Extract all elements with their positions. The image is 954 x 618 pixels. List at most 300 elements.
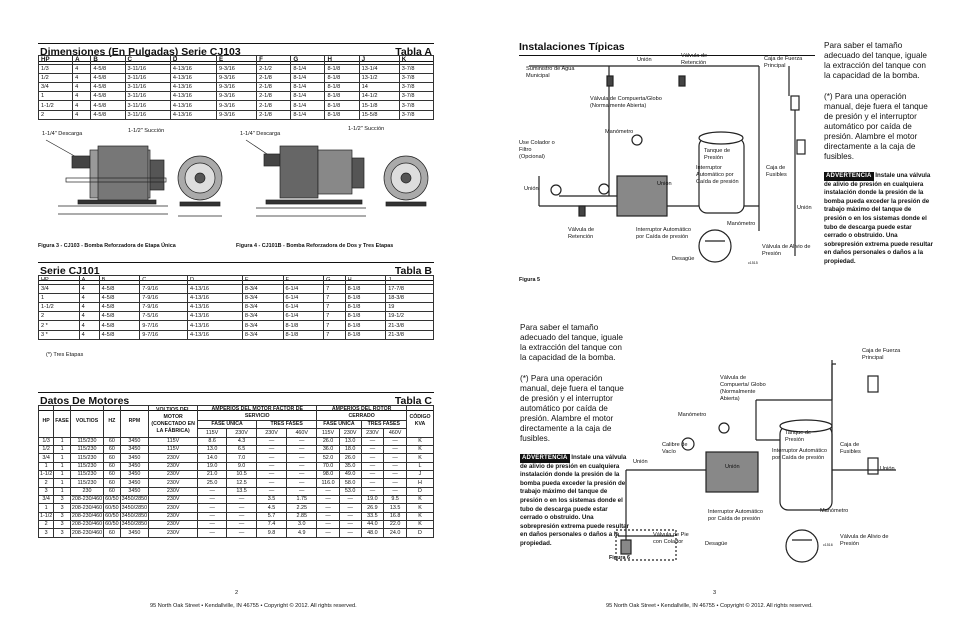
table-cell: 9-3/16 [217,74,257,83]
table-cell: — [361,454,384,462]
table-cell: 49.0 [339,471,361,479]
table-cell: 7 [324,294,345,303]
codigo-header: CÓDIGO KVA [407,406,434,438]
tres-fases-header: TRES FASES [361,421,406,429]
volt-header: 230V [339,429,361,437]
table-cell: 3450 [120,437,148,445]
table-cell: 8-1/4 [291,74,325,83]
table-cell: — [287,462,317,470]
table-cell: 8-1/8 [345,312,386,321]
table-cell: D [407,529,434,537]
table-cell: 53.0 [339,487,361,495]
table-cell: 9-3/16 [217,83,257,92]
table-cell: — [287,446,317,454]
table-cell: 5.7 [256,512,286,520]
table-cell: 14-1/2 [359,92,399,101]
table-cell: 13-1/4 [359,65,399,74]
tabla-a [38,55,434,120]
table-cell: 230V [149,479,198,487]
table-cell: 8-1/4 [291,92,325,101]
table-cell: 3450 [120,487,148,495]
table-cell: 3450 [120,529,148,537]
table-cell: 60 [104,487,121,495]
voltios-motor-header: VOLTIOS DEL MOTOR (CONECTADO EN LA FÁBRICA) [149,406,198,438]
table-row [39,303,434,312]
fig5-union4: Unión [797,205,812,211]
table-cell: K [407,446,434,454]
table-cell: 230V [149,521,198,529]
table-cell: 2.25 [287,504,317,512]
table-cell: 7 [324,312,345,321]
fig5-tanque: Tanque de Presión [704,148,731,161]
table-cell: 115/230 [70,437,103,445]
table-cell: — [227,496,257,504]
table-cell: — [361,437,384,445]
table-cell: K [407,504,434,512]
hz-header: HZ [104,406,121,438]
table-cell: 18-3/8 [386,294,434,303]
column-header: D [188,276,243,285]
table-cell: — [198,512,227,520]
table-cell: 2 [39,479,54,487]
table-cell: 4 [79,321,99,330]
table-cell: 8-1/8 [283,321,324,330]
table-cell: 4-13/16 [188,285,243,294]
table-cell: 2 [39,110,73,119]
table-cell: — [198,521,227,529]
table-cell: 230V [149,454,198,462]
table-cell: 3 * [39,330,80,339]
table-cell: 3 [39,529,54,537]
table-cell: 3-11/16 [125,92,170,101]
table-cell: — [384,462,407,470]
table-cell: 230V [149,471,198,479]
table-cell: 6-1/4 [283,294,324,303]
table-cell: 3-11/16 [125,74,170,83]
column-header: H [345,276,386,285]
table-cell: 3 [54,512,71,520]
fig4-succion: 1-1/2" Succión [348,126,385,132]
table-cell: 4-5/8 [99,321,140,330]
table-row [39,529,434,537]
table-cell: J [407,471,434,479]
table-cell: 230V [149,496,198,504]
fig6-manometro: Manómetro [678,412,707,418]
volt-header: 230V [227,429,257,437]
table-cell: — [384,454,407,462]
warning-first-1: Instale [875,172,895,179]
table-cell: 8-3/4 [242,285,283,294]
table-cell: 8-1/8 [345,321,386,330]
table-cell: 44.0 [361,521,384,529]
table-cell: 4-13/16 [188,312,243,321]
table-cell: 4 [73,101,91,110]
table-cell: — [361,487,384,495]
table-header-row [39,406,434,421]
table-cell: — [227,529,257,537]
table-cell: — [227,504,257,512]
table-cell: 9-7/16 [140,330,188,339]
table-cell: — [317,521,339,529]
volt-header: 230V [256,429,286,437]
table-row [39,479,434,487]
table-cell: 58.0 [339,479,361,487]
table-cell: 60 [104,446,121,454]
fig4-descarga: 1-1/4" Descarga [240,131,281,137]
table-cell: — [256,471,286,479]
table-cell: 1 [54,462,71,470]
fig3-caption: Figura 3 - CJ103 - Bomba Reforzadora de Etapa Única [38,243,176,249]
table-cell: 19-1/2 [386,312,434,321]
table-cell: 4 [73,83,91,92]
fig5-caption: Figura 5 [519,277,540,283]
table-cell: — [384,479,407,487]
table-cell: 2 [39,312,80,321]
table-cell: 3450/2850 [121,521,148,528]
table-cell: — [256,487,286,495]
table-cell: 4 [73,92,91,101]
table-cell: 4-5/8 [99,294,140,303]
warning-first-2: Instale [571,454,591,461]
table-cell: 1 [39,294,80,303]
table-cell: 26.9 [361,504,384,512]
table-cell: — [339,504,361,512]
table-cell: 18.0 [339,446,361,454]
fig5-manometro2: Manómetro [727,221,756,227]
tres-fases-header: TRES FASES [256,421,316,429]
page-number-right: 3 [713,590,717,596]
table-cell: 8-3/4 [242,330,283,339]
table-cell: — [361,462,384,470]
table-cell: 3.0 [287,521,317,529]
fig6-caption: Figura 6 [609,555,630,561]
table-cell: 230 [70,487,103,495]
table-cell: 7.0 [227,454,257,462]
table-cell: 13.5 [384,504,407,512]
table-cell: 2-1/8 [257,83,291,92]
table-cell: 60 [104,437,121,445]
table-cell: 15-5/8 [359,110,399,119]
table-cell: 8-1/4 [291,83,325,92]
tabla-a-title: Dimensiones (En Pulgadas) Serie CJ103 [40,46,241,58]
table-cell: 3-7/8 [399,65,433,74]
column-header: C [125,56,170,65]
table-cell: 1 [39,92,73,101]
table-cell: 13.0 [339,437,361,445]
table-cell: 12.5 [227,479,257,487]
fig6-interruptor: Interruptor Automático por Caída de presión [772,448,828,461]
table-cell: 22.0 [384,521,407,529]
table-cell: 8-1/4 [291,110,325,119]
fase-unica-header: FASE ÚNICA [317,421,361,429]
table-cell: 4-13/16 [188,303,243,312]
column-header: HP [39,56,73,65]
para-manual-1: (*) Para una operación manual, deje fuera el tanque de presión y el interruptor automático por caída de presión. Alambre el motor directamente a la caja de fusibles. [824,92,928,161]
table-cell: 3450/2850 [121,504,148,511]
table-cell: 3-7/8 [399,83,433,92]
table-cell: 7-9/16 [140,285,188,294]
table-cell: 13.5 [227,487,257,495]
table-cell: 3450 [120,479,148,487]
fig5-valv-alivio: Válvula de Alivio de Presión [762,244,811,257]
table-row [39,83,434,92]
table-cell: 13.0 [198,446,227,454]
fig6-manometro2: Manómetro [820,508,849,514]
table-cell: 6-1/4 [283,285,324,294]
table-cell: 3450 [120,454,148,462]
table-cell: 8-1/8 [345,294,386,303]
table-cell: — [317,487,339,495]
table-cell: L [407,462,434,470]
table-cell: K [407,521,434,529]
table-cell: 115/230 [70,471,103,479]
table-cell: — [287,437,317,445]
table-cell: 52.0 [317,454,339,462]
table-cell: 230V [149,529,198,537]
table-cell: — [384,446,407,454]
table-cell: 2-1/2 [257,65,291,74]
volt-header: 115V [317,429,339,437]
table-cell: 2 * [39,321,80,330]
fig6-union2: Unión [725,464,740,470]
para-tank-size-1: Para saber el tamaño adecuado del tanque, iguale la extracción del tanque con la capacidad de la bomba. [824,41,927,80]
table-cell: — [339,521,361,529]
table-cell: — [256,454,286,462]
table-cell: 60 [104,471,121,479]
table-cell: 4-13/16 [170,74,216,83]
table-cell: — [361,471,384,479]
table-cell: — [384,471,407,479]
warning-text-1: una válvula de alivio de presión en cualquiera instalación donde la presión de la bomba pueda exceder la presión de trabajo máximo del tanque de presión o en los sistemas donde el tubo de descarga puede estar cerrado o obstruido. Una sobrepresión extrema puede resultar en daños personales o daños a la propiedad. [824,172,934,265]
table-cell: 3-11/16 [125,110,170,119]
table-cell: 4-13/16 [188,330,243,339]
fig5-caja-fuerza: Caja de Fuerza Principal [764,56,803,69]
table-cell: H [407,479,434,487]
volt-header: 460V [287,429,317,437]
fig6-caja-fuerza: Caja de Fuerza Principal [862,348,901,361]
table-cell: 4-5/8 [91,65,125,74]
column-header: G [324,276,345,285]
table-cell: 4 [73,65,91,74]
table-cell: 3-11/16 [125,101,170,110]
fig5-valv-retencion-top: Válvula de Retención [681,53,708,66]
table-cell: 3450/2850 [121,496,148,503]
table-cell: 208-230/460 [71,529,103,536]
table-cell: 3 [39,487,54,495]
table-cell: — [256,446,286,454]
table-cell: 4 [79,303,99,312]
table-cell: — [317,529,339,537]
table-cell: 3-11/16 [125,65,170,74]
table-cell: 1 [54,487,71,495]
table-cell: 8-1/4 [291,101,325,110]
table-cell: 8-1/8 [345,285,386,294]
table-cell: 3-7/8 [399,101,433,110]
table-cell: 115/230 [70,446,103,454]
fig4-caption: Figura 4 - CJ101B - Bomba Reforzadora de Dos y Tres Etapas [236,243,394,249]
column-header: G [291,56,325,65]
tabla-b-note: (*) Tres Etapas [46,352,84,358]
table-cell: 116.0 [317,479,339,487]
table-cell: 1 [54,454,71,462]
table-cell: 10.5 [227,471,257,479]
table-cell: 7 [324,303,345,312]
table-cell: 8-1/8 [325,92,359,101]
table-cell: 3/4 [39,285,80,294]
table-cell: 8-1/4 [291,65,325,74]
column-header: K [399,56,433,65]
table-row [39,312,434,321]
table-cell: 2-1/8 [257,92,291,101]
para-tank-size-2: Para saber el tamaño adecuado del tanque, iguale la extracción del tanque con la capacidad de la bomba. [520,323,623,362]
fig5-code: c1515 [748,261,758,265]
table-cell: 7-5/16 [140,312,188,321]
table-cell: 8-1/8 [345,303,386,312]
table-cell: 4.9 [287,529,317,537]
table-cell: 3450 [120,471,148,479]
fig6-calibre: Calibre de Vacío [662,442,688,455]
table-cell: 4 [79,285,99,294]
fig3-succion: 1-1/2" Succión [128,128,165,134]
fig5-caja-fusibles: Caja de Fusibles [766,165,787,178]
table-cell: 1-1/2 [40,471,53,478]
table-cell: 70.0 [317,462,339,470]
table-cell: K [407,496,434,504]
table-cell: 19.0 [198,462,227,470]
table-row [39,512,434,520]
volt-header: 460V [384,429,407,437]
table-cell: — [287,471,317,479]
table-cell: — [339,512,361,520]
table-cell: 13-1/2 [359,74,399,83]
footer-right: 95 North Oak Street • Kendallville, IN 46755 • Copyright © 2012. All rights reserved. [606,603,813,609]
table-cell: 8-3/4 [242,312,283,321]
warning-badge-1: ADVERTENCIA [826,173,872,179]
fig5-colador: Use Colador o Filtro (Opcional) [519,140,555,160]
table-cell: 3.5 [256,496,286,504]
table-cell: 2-1/8 [257,110,291,119]
table-cell: 4-13/16 [170,65,216,74]
table-cell: — [287,454,317,462]
column-header: H [325,56,359,65]
table-cell: 1 [54,437,71,445]
column-header: D [170,56,216,65]
table-cell: 2-1/8 [257,101,291,110]
table-cell: 48.0 [361,529,384,537]
tabla-c-label: Tabla C [394,395,432,407]
table-row [39,462,434,470]
fig6-desague: Desagüe [705,541,728,547]
table-cell: 7-9/16 [140,294,188,303]
table-cell: 26.0 [317,437,339,445]
table-cell: 3450 [120,462,148,470]
table-cell: 8-1/8 [325,74,359,83]
table-cell: 115V [149,446,198,454]
table-cell: 7.4 [256,521,286,529]
fig6-valv-pie: Válvula de Pie con Colador [653,532,689,545]
table-cell: 9-3/16 [217,110,257,119]
table-cell: 26.0 [339,454,361,462]
amp-cerrado-header: AMPERIOS DEL ROTOR CERRADO [317,406,407,421]
table-cell: 1 [54,471,71,479]
table-cell: 3-7/8 [399,74,433,83]
table-row [39,454,434,462]
table-cell: 8-1/8 [325,83,359,92]
table-cell: K [407,454,434,462]
table-cell: 1 [54,479,71,487]
table-cell: 208-230/460 [71,504,103,511]
table-cell: 4-5/8 [99,285,140,294]
table-cell: 4-13/16 [188,321,243,330]
table-cell: 60/50 [105,521,119,528]
table-cell: — [198,504,227,512]
table-row [39,521,434,529]
table-cell: 60 [104,462,121,470]
table-cell: 115V [149,437,198,445]
table-row [39,285,434,294]
table-row [39,74,434,83]
page-number-left: 2 [235,590,239,596]
table-cell: 4-5/8 [99,330,140,339]
table-cell: 9.8 [256,529,286,537]
table-cell: — [361,446,384,454]
table-cell: 1/2 [39,446,54,454]
fase-unica-header: FASE ÚNICA [198,421,257,429]
table-row [39,504,434,512]
table-cell: 21-3/8 [386,330,434,339]
table-cell: 1/2 [39,74,73,83]
table-cell: 1-1/2 [40,512,53,519]
tabla-b-title: Serie CJ101 [40,265,100,277]
fig6-caja-fusibles: Caja de Fusibles [840,442,861,455]
table-cell: 60 [104,529,121,537]
table-cell: 3/4 [39,496,54,504]
table-row [39,471,434,479]
table-header-row [39,276,434,285]
table-cell: 8-1/8 [345,330,386,339]
table-cell: 4-5/8 [99,312,140,321]
table-cell: 25.0 [198,479,227,487]
fig5-union3: Unión [657,181,672,187]
fig6-union3: Unión [880,466,895,472]
table-cell: — [198,529,227,537]
table-cell: 60/50 [105,496,119,503]
table-cell: 1-1/2 [39,303,80,312]
table-cell: 4-13/16 [170,101,216,110]
table-cell: 17-7/8 [386,285,434,294]
table-cell: 4-5/8 [91,74,125,83]
table-cell: 9-3/16 [217,65,257,74]
table-cell: 8-3/4 [242,321,283,330]
table-row [39,446,434,454]
table-cell: 9-3/16 [217,92,257,101]
warning-1 [824,172,934,267]
table-header-row [39,56,434,65]
table-cell: 3450/2850 [121,512,148,519]
table-cell: 115/230 [70,462,103,470]
table-cell: 4.5 [256,504,286,512]
table-cell: 115/230 [70,479,103,487]
table-row [39,65,434,74]
column-header: F [283,276,324,285]
table-cell: 16.8 [384,512,407,520]
amp-fs-header: AMPERIOS DEL MOTOR FACTOR DE SERVICIO [198,406,317,421]
table-cell: 230V [149,504,198,512]
table-cell: 19 [386,303,434,312]
table-cell: 19.0 [361,496,384,504]
table-cell: 9.5 [384,496,407,504]
table-cell: 3 [54,521,71,529]
